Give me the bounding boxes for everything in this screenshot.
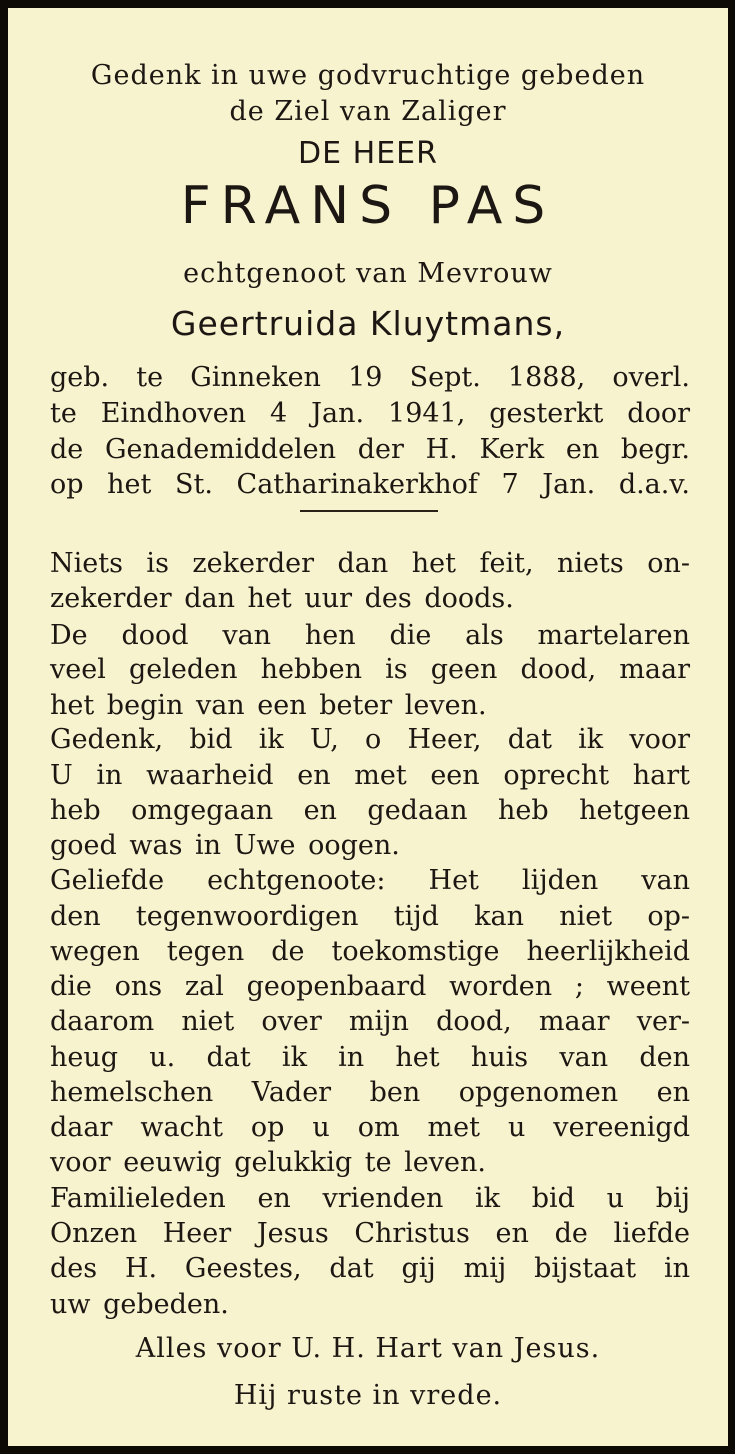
spouse-label: echtgenoot van Mevrouw [183,258,553,289]
divider-rule [300,510,438,512]
meditation-line: zekerder dan het uur des doods. [50,583,514,614]
meditation-line: uw gebeden. [50,1289,229,1320]
honorific: DE HEER [298,136,438,171]
meditation-line: heb omgegaan en gedaan heb hetgeen [50,795,690,826]
meditation-line: De dood van hen die als martelaren [50,620,690,651]
meditation-line: hemelschen Vader ben opgenomen en [50,1077,690,1108]
bio-line: op het St. Catharinakerkhof 7 Jan. d.a.v. [50,469,690,500]
meditation-line: het begin van een beter leven. [50,690,487,721]
closing-prayer: Alles voor U. H. Hart van Jesus. [135,1333,601,1364]
intro-line-2: de Ziel van Zaliger [229,96,507,127]
spouse-name: Geertruida Kluytmans, [170,304,566,343]
bio-line: geb. te Ginneken 19 Sept. 1888, overl. [50,362,690,393]
meditation-line: Familieleden en vrienden ik bid u bij [50,1183,690,1214]
meditation-line: U in waarheid en met een oprecht hart [50,760,690,791]
meditation-line: die ons zal geopenbaard worden ; weent [50,971,690,1002]
bio-line: te Eindhoven 4 Jan. 1941, gesterkt door [50,398,690,429]
meditation-line: Niets is zekerder dan het feit, niets on- [50,548,690,579]
meditation-line: heug u. dat ik in het huis van den [50,1042,690,1073]
bio-line: de Genademiddelen der H. Kerk en begr. [50,434,690,465]
meditation-line: den tegenwoordigen tijd kan niet op- [50,901,690,932]
deceased-name: FRANS PAS [180,176,556,236]
closing-rest: Hij ruste in vrede. [233,1380,503,1411]
meditation-line: daarom niet over mijn dood, maar ver- [50,1006,690,1037]
meditation-line: des H. Geestes, dat gij mij bijstaat in [50,1253,690,1284]
meditation-line: voor eeuwig gelukkig te leven. [50,1147,486,1178]
meditation-line: veel geleden hebben is geen dood, maar [50,654,690,685]
meditation-line: wegen tegen de toekomstige heerlijkheid [50,936,690,967]
memorial-card [8,8,728,1446]
meditation-line: goed was in Uwe oogen. [50,830,400,861]
meditation-line: Gedenk, bid ik U, o Heer, dat ik voor [50,724,690,755]
intro-line-1: Gedenk in uwe godvruchtige gebeden [90,60,646,91]
meditation-line: daar wacht op u om met u vereenigd [50,1112,690,1143]
meditation-line: Onzen Heer Jesus Christus en de liefde [50,1218,690,1249]
meditation-line: Geliefde echtgenoote: Het lijden van [50,865,690,896]
